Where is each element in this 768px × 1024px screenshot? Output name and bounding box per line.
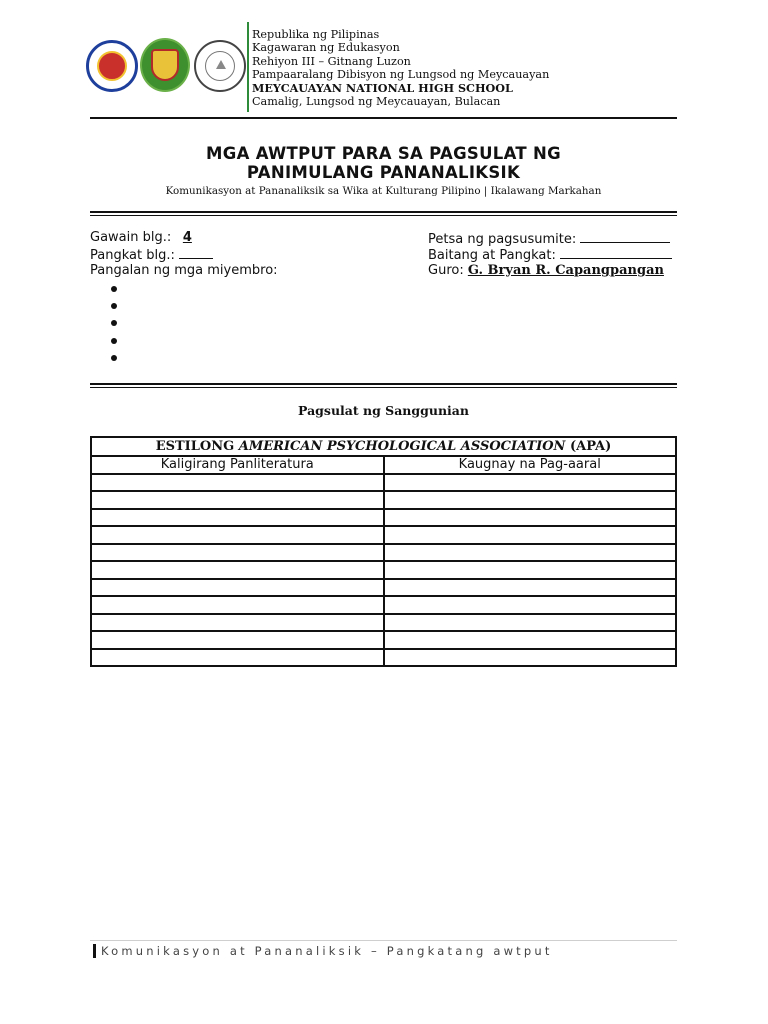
kaugnay-cell[interactable] — [384, 491, 677, 509]
table-row — [91, 509, 676, 527]
guro-label: Guro: — [428, 263, 464, 278]
pangalan-label: Pangalan ng mga miyembro: — [90, 263, 278, 278]
table-row — [91, 649, 676, 667]
petsa-input[interactable] — [580, 230, 670, 243]
letterhead-text — [252, 28, 549, 108]
kaugnay-cell[interactable] — [384, 649, 677, 667]
kaligiran-cell[interactable] — [91, 474, 384, 492]
kaugnay-cell[interactable] — [384, 579, 677, 597]
kaligiran-cell[interactable] — [91, 509, 384, 527]
gawain-value[interactable]: 4 — [182, 230, 192, 245]
page-footer: Komunikasyon at Pananaliksik – Pangkatang awtput — [101, 944, 553, 958]
kaugnay-cell[interactable] — [384, 474, 677, 492]
school-name: MEYCAUAYAN NATIONAL HIGH SCHOOL — [252, 80, 513, 95]
title-line2: PANIMULANG PANANALIKSIK — [246, 163, 521, 182]
member-bullet — [111, 286, 117, 292]
kaligiran-cell[interactable] — [91, 544, 384, 562]
header-rule — [90, 117, 677, 119]
table-row — [91, 579, 676, 597]
table-header-row — [91, 456, 676, 474]
baitang-input[interactable] — [560, 246, 672, 259]
kaligiran-cell[interactable] — [91, 649, 384, 667]
section-rule-top-a — [90, 211, 677, 213]
kaugnay-cell[interactable] — [384, 526, 677, 544]
table-row — [91, 596, 676, 614]
title-line1: MGA AWTPUT PARA SA PAGSULAT NG — [206, 144, 561, 163]
table-row — [91, 474, 676, 492]
table-body — [91, 474, 676, 667]
division-seal-icon — [140, 38, 190, 92]
member-bullet — [111, 338, 117, 344]
kaugnay-cell[interactable] — [384, 614, 677, 632]
col-header-kaugnay: Kaugnay na Pag-aaral — [384, 456, 677, 474]
apa-table — [90, 436, 677, 667]
gawain-field — [90, 230, 199, 245]
kaugnay-cell[interactable] — [384, 631, 677, 649]
section-rule-mid-b — [90, 387, 677, 388]
guro-field — [428, 263, 664, 278]
section-rule-top-b — [90, 215, 677, 216]
section-rule-mid-a — [90, 383, 677, 385]
letterhead — [86, 20, 550, 114]
page-title — [90, 144, 677, 182]
petsa-field — [428, 230, 670, 247]
pangkat-field — [90, 246, 213, 263]
pangkat-label: Pangkat blg.: — [90, 248, 175, 263]
pangkat-input[interactable] — [179, 246, 213, 259]
member-bullet — [111, 320, 117, 326]
member-bullet — [111, 303, 117, 309]
page-subtitle: Komunikasyon at Pananaliksik sa Wika at Kulturang Pilipino | Ikalawang Markahan — [165, 185, 602, 197]
school-seal-icon — [194, 40, 246, 92]
baitang-field — [428, 246, 672, 263]
table-row — [91, 544, 676, 562]
baitang-label: Baitang at Pangkat: — [428, 248, 556, 263]
kaligiran-cell[interactable] — [91, 491, 384, 509]
kaugnay-cell[interactable] — [384, 561, 677, 579]
kaligiran-cell[interactable] — [91, 631, 384, 649]
school-address: Camalig, Lungsod ng Meycauayan, Bulacan — [252, 95, 501, 109]
kaugnay-cell[interactable] — [384, 544, 677, 562]
col-header-kaligiran: Kaligirang Panliteratura — [91, 456, 384, 474]
gawain-label: Gawain blg.: — [90, 230, 172, 245]
kaugnay-cell[interactable] — [384, 509, 677, 527]
header-divider — [247, 22, 249, 112]
header-line3: Rehiyon III – Gitnang Luzon — [252, 54, 411, 68]
kaugnay-cell[interactable] — [384, 596, 677, 614]
kaligiran-cell[interactable] — [91, 561, 384, 579]
table-row — [91, 491, 676, 509]
member-bullet — [111, 355, 117, 361]
kaligiran-cell[interactable] — [91, 526, 384, 544]
table-row — [91, 614, 676, 632]
header-line1: Republika ng Pilipinas — [252, 28, 380, 41]
table-row — [91, 561, 676, 579]
section-heading: Pagsulat ng Sanggunian — [298, 403, 469, 418]
kaligiran-cell[interactable] — [91, 579, 384, 597]
table-title-row — [91, 437, 676, 456]
kaligiran-cell[interactable] — [91, 596, 384, 614]
guro-value: G. Bryan R. Capangpangan — [467, 263, 664, 278]
petsa-label: Petsa ng pagsusumite: — [428, 232, 577, 247]
footer-rule — [90, 940, 677, 941]
table-title: ESTILONG AMERICAN PSYCHOLOGICAL ASSOCIATION (APA) — [91, 437, 676, 456]
header-line2: Kagawaran ng Edukasyon — [252, 41, 400, 55]
table-row — [91, 631, 676, 649]
header-line4: Pampaaralang Dibisyon ng Lungsod ng Meycauayan — [252, 68, 550, 82]
table-row — [91, 526, 676, 544]
kaligiran-cell[interactable] — [91, 614, 384, 632]
deped-seal-icon — [86, 40, 138, 92]
